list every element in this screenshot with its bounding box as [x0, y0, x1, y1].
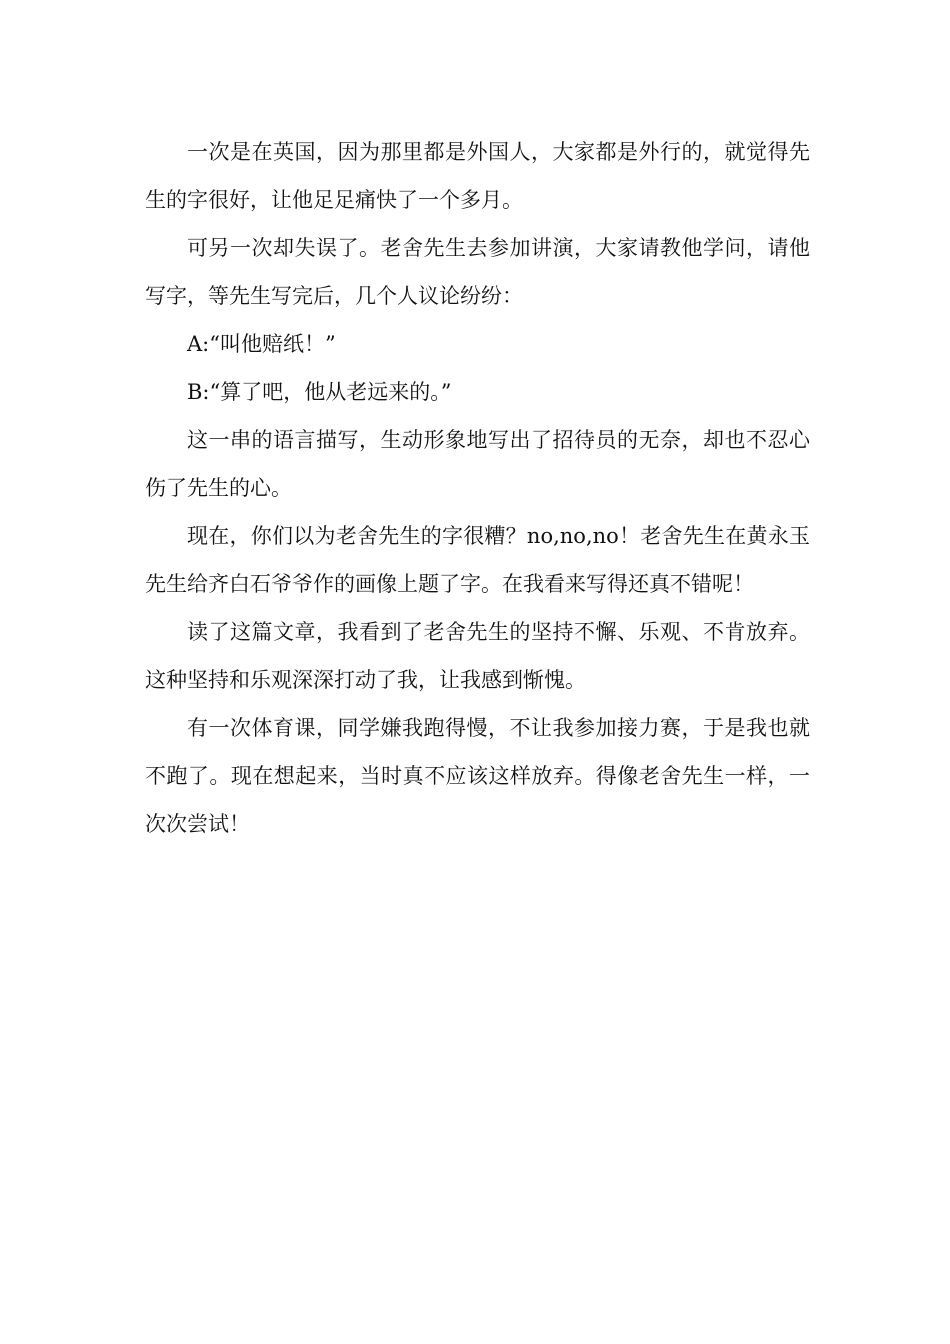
paragraph-6: 现在，你们以为老舍先生的字很糟？no,no,no！老舍先生在黄永玉先生给齐白石爷爷作的画像上题了字。在我看来写得还真不错呢！: [145, 524, 810, 596]
paragraph-2: 可另一次却失误了。老舍先生去参加讲演，大家请教他学问，请他写字，等先生写完后，几个人议论纷纷：: [145, 236, 810, 308]
paragraph-7: 读了这篇文章，我看到了老舍先生的坚持不懈、乐观、不肯放弃。这种坚持和乐观深深打动了我，让我感到惭愧。: [145, 620, 810, 692]
document-body: [145, 128, 810, 848]
paragraph-4-dialogue-b: B:“算了吧，他从老远来的。”: [187, 380, 452, 404]
paragraph-5: 这一串的语言描写，生动形象地写出了招待员的无奈，却也不忍心伤了先生的心。: [145, 428, 810, 500]
paragraph-3-dialogue-a: A:“叫他赔纸！”: [187, 332, 336, 356]
paragraph-8: 有一次体育课，同学嫌我跑得慢，不让我参加接力赛，于是我也就不跑了。现在想起来，当时真不应该这样放弃。得像老舍先生一样，一次次尝试！: [145, 716, 810, 836]
paragraph-1: 一次是在英国，因为那里都是外国人，大家都是外行的，就觉得先生的字很好，让他足足痛快了一个多月。: [145, 140, 810, 212]
